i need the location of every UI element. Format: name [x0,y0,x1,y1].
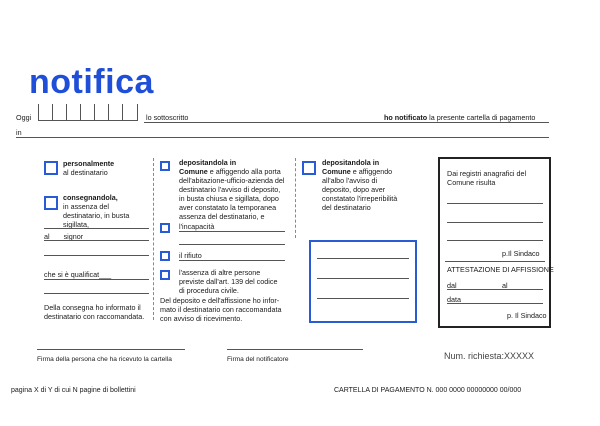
firma-persona-label: Firma della persona che ha ricevuto la cartella [37,356,172,363]
data-line[interactable] [447,303,543,304]
signor-extra-line[interactable] [44,255,149,256]
divider-1 [153,158,154,320]
firma-notificatore-line[interactable] [227,349,363,350]
sindaco-label-1: p.Il Sindaco [502,249,540,258]
data-label: data [447,295,461,304]
anagrafe-box [438,157,554,328]
in-line[interactable] [16,137,549,138]
al-signor-line[interactable] [44,240,149,241]
registri-line-1[interactable] [447,203,543,204]
firma-notificatore-label: Firma del notificatore [227,356,289,363]
registri-line-3[interactable] [447,240,543,241]
firma-persona-line[interactable] [37,349,185,350]
incapacita-checkbox[interactable] [160,223,170,233]
assenza-text: l'assenza di altre persone previste dall'art. 139 del codice di procedura civile. [179,268,278,295]
in-label: in [16,128,22,137]
ho-notificato-line [384,122,549,123]
consegnandola-line [44,228,149,229]
dal-label: dal [447,281,457,290]
sottoscritto-label: lo sottoscritto [146,113,189,122]
date-field[interactable] [38,104,138,121]
personalmente-checkbox[interactable] [44,161,58,175]
registri-line-2[interactable] [447,222,543,223]
incapacita-extra-line[interactable] [179,244,285,245]
page-title: notifica [29,63,154,101]
deposito-comune-checkbox[interactable] [160,161,170,171]
oggi-label: Oggi [16,113,32,122]
sottoscritto-line[interactable] [144,122,384,123]
sindaco-label-2: p. Il Sindaco [507,311,547,320]
assenza-checkbox[interactable] [160,270,170,280]
incapacita-label: l'incapacità [179,222,215,231]
della-consegna-text: Della consegna ho informato il destinatario con raccomandata. [44,303,145,321]
registri-text: Dai registri anagrafici del Comune risulta [447,169,527,187]
rifiuto-line [179,260,285,261]
albo-box[interactable] [309,240,417,323]
cartella-number: CARTELLA DI PAGAMENTO N. 000 0000 00000000 00/000 [334,387,522,394]
deposito-albo-label: depositandola in Comune e affiggendo all'albo l'avviso di deposito, dopo aver constatato l'irreperibilità del destinatario [322,158,398,212]
qualificat-label: che si è qualificat___ [44,270,112,279]
consegnandola-checkbox[interactable] [44,196,58,210]
personalmente-label: personalmente al destinatario [63,159,115,177]
deposito-comune-label: depositandola in Comune e affiggendo alla porta dell'abitazione-ufficio-azienda del destinatario l'avviso di deposito, in busta chiusa e sigillata, dopo aver constatato la temporanea assenza del destinatario, e [179,158,285,221]
num-richiesta: Num. richiesta:XXXXX [444,351,535,361]
divider-2 [295,158,296,238]
deposito-informato-text: Del deposito e dell'affissione ho infor- mato il destinatario con raccomandata con avviso di ricevimento. [160,296,282,323]
attestazione-label: ATTESTAZIONE DI AFFISSIONE [447,265,554,274]
consegnandola-label: consegnandola, in assenza del destinatario, in busta sigillata, [63,193,130,229]
al-label: al [502,281,508,290]
ho-notificato-label: ho notificato la presente cartella di pagamento [384,113,536,122]
rifiuto-checkbox[interactable] [160,251,170,261]
rifiuto-label: il rifiuto [179,251,202,260]
qualificat-line[interactable] [44,279,149,280]
al-signor-label: al___ signor___ [44,232,96,241]
incapacita-line [179,231,285,232]
dal-al-line[interactable] [447,289,543,290]
qualificat-extra-line[interactable] [44,293,149,294]
pagina-label: pagina X di Y di cui N pagine di bollettini [11,387,136,394]
deposito-albo-checkbox[interactable] [302,161,316,175]
attestazione-divider [445,261,545,262]
